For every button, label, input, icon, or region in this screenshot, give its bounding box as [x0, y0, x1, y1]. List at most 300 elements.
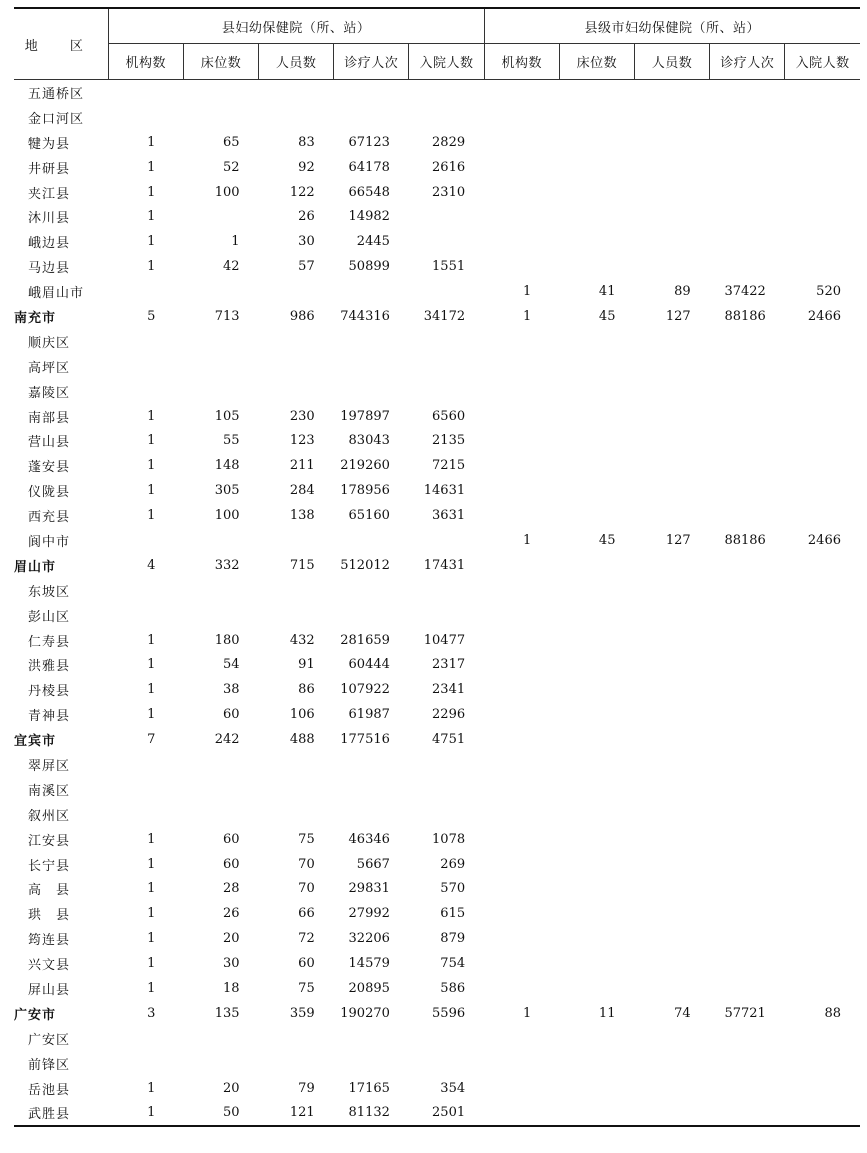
- table-row: [14, 752, 860, 777]
- region-name-cell: 高坪区: [28, 360, 71, 376]
- city-total-row: [14, 304, 860, 329]
- county-beds-cell: [183, 752, 258, 777]
- city-staff-cell: 127: [665, 532, 691, 548]
- county-admissions-cell: 1551: [432, 259, 466, 275]
- county-beds-cell: 50: [183, 1101, 258, 1127]
- county-admissions-cell: [409, 229, 484, 254]
- county-visits-cell: 64178: [348, 159, 390, 175]
- county-staff-cell: 79: [298, 1080, 315, 1096]
- county-visits-cell: 512012: [340, 557, 390, 573]
- county-admissions-cell: [409, 1026, 484, 1051]
- county-admissions-cell: 3631: [432, 508, 466, 524]
- county-visits-cell: [334, 578, 409, 603]
- county-staff-cell: [259, 603, 334, 628]
- city-institutions-cell: [484, 354, 559, 379]
- county-beds-cell: 28: [223, 881, 240, 897]
- city-visits-cell: [710, 677, 785, 702]
- county-admissions-cell: [409, 105, 484, 130]
- col-header-visits: 诊疗人次: [334, 44, 409, 80]
- county-beds-cell: [183, 1051, 258, 1076]
- county-admissions-cell: 34172: [423, 308, 466, 324]
- region-name-cell: 东坡区: [28, 584, 71, 600]
- county-admissions-cell: [409, 603, 484, 628]
- county-admissions-cell: 754: [440, 956, 466, 972]
- county-admissions-cell: 2616: [432, 159, 466, 175]
- region-name-cell: 金口河区: [28, 111, 85, 127]
- table-row: [14, 329, 860, 354]
- city-visits-cell: [710, 254, 785, 279]
- city-institutions-cell: [484, 752, 559, 777]
- county-visits-cell: [334, 603, 409, 628]
- region-name-cell: 蓬安县: [28, 460, 71, 476]
- city-visits-cell: [710, 727, 785, 752]
- city-admissions-cell: [785, 827, 860, 852]
- county-institutions-cell: 1: [147, 1080, 156, 1096]
- city-beds-cell: [559, 852, 634, 877]
- table-row: [14, 478, 860, 503]
- region-name-cell: 眉山市: [14, 559, 57, 575]
- county-staff-cell: 488: [289, 732, 315, 748]
- region-name-cell: 江安县: [28, 833, 71, 849]
- city-institutions-cell: [484, 677, 559, 702]
- city-admissions-cell: [785, 1101, 860, 1127]
- region-name-cell: 前锋区: [28, 1057, 71, 1073]
- col-header-beds: 床位数: [183, 44, 258, 80]
- city-institutions-cell: [484, 1076, 559, 1101]
- city-total-row: [14, 553, 860, 578]
- table-row: [14, 877, 860, 902]
- county-staff-cell: [259, 802, 334, 827]
- table-row: [14, 503, 860, 528]
- county-visits-cell: [334, 802, 409, 827]
- region-name-cell: 仪陇县: [28, 485, 71, 501]
- county-group-header: 县妇幼保健院（所、站）: [108, 8, 484, 44]
- county-visits-cell: 60444: [348, 657, 390, 673]
- city-institutions-cell: 1: [523, 532, 532, 548]
- city-visits-cell: [710, 379, 785, 404]
- city-visits-cell: [710, 130, 785, 155]
- city-visits-cell: [710, 802, 785, 827]
- county-institutions-cell: [108, 802, 183, 827]
- county-institutions-cell: 1: [147, 234, 156, 250]
- county-admissions-cell: [409, 578, 484, 603]
- city-beds-cell: [559, 652, 634, 677]
- county-institutions-cell: [108, 752, 183, 777]
- city-admissions-cell: [785, 752, 860, 777]
- county-beds-cell: [183, 80, 258, 105]
- table-row: [14, 628, 860, 653]
- region-name-cell: 翠屏区: [28, 758, 71, 774]
- city-admissions-cell: [785, 603, 860, 628]
- county-visits-cell: 744316: [340, 308, 390, 324]
- county-visits-cell: 81132: [334, 1101, 409, 1127]
- city-visits-cell: [710, 204, 785, 229]
- county-admissions-cell: 1078: [432, 831, 466, 847]
- city-institutions-cell: [484, 777, 559, 802]
- city-institutions-cell: [484, 180, 559, 205]
- region-name-cell: 峨眉山市: [28, 286, 85, 302]
- col-header-admissions: 入院人数: [409, 44, 484, 80]
- county-staff-cell: 359: [289, 1005, 315, 1021]
- city-visits-cell: [710, 1101, 785, 1127]
- region-name-cell: 岳池县: [28, 1082, 71, 1098]
- city-beds-cell: [559, 379, 634, 404]
- table-row: [14, 1076, 860, 1101]
- county-visits-cell: 197897: [340, 408, 390, 424]
- table-row: [14, 453, 860, 478]
- county-visits-cell: [334, 105, 409, 130]
- city-beds-cell: [559, 254, 634, 279]
- city-admissions-cell: [785, 130, 860, 155]
- county-beds-cell: 105: [214, 408, 240, 424]
- county-admissions-cell: 615: [440, 906, 466, 922]
- county-institutions-cell: [108, 1051, 183, 1076]
- city-beds-cell: [559, 926, 634, 951]
- city-admissions-cell: [785, 727, 860, 752]
- city-visits-cell: [710, 752, 785, 777]
- county-admissions-cell: [409, 752, 484, 777]
- city-beds-cell: [559, 553, 634, 578]
- county-institutions-cell: 1: [147, 259, 156, 275]
- city-institutions-cell: [484, 976, 559, 1001]
- county-visits-cell: [334, 329, 409, 354]
- county-beds-cell: 26: [223, 906, 240, 922]
- city-staff-cell: [634, 254, 709, 279]
- county-beds-cell: [183, 354, 258, 379]
- city-admissions-cell: [785, 578, 860, 603]
- county-staff-cell: [259, 777, 334, 802]
- county-beds-cell: 135: [214, 1005, 240, 1021]
- city-beds-cell: [559, 1026, 634, 1051]
- region-name-cell: 宜宾市: [14, 734, 57, 750]
- city-visits-cell: [710, 852, 785, 877]
- city-admissions-cell: [785, 652, 860, 677]
- city-staff-cell: [634, 1076, 709, 1101]
- county-visits-cell: [334, 777, 409, 802]
- city-visits-cell: [710, 1026, 785, 1051]
- county-beds-cell: [183, 329, 258, 354]
- county-visits-cell: [334, 528, 409, 553]
- county-beds-cell: 60: [223, 831, 240, 847]
- county-beds-cell: 42: [223, 259, 240, 275]
- county-admissions-cell: [409, 354, 484, 379]
- city-beds-cell: [559, 976, 634, 1001]
- city-beds-cell: [559, 105, 634, 130]
- county-institutions-cell: 1: [108, 1101, 183, 1127]
- county-beds-cell: [183, 204, 258, 229]
- county-institutions-cell: 5: [147, 308, 156, 324]
- county-staff-cell: 26: [298, 209, 315, 225]
- city-staff-cell: [634, 976, 709, 1001]
- county-institutions-cell: 7: [147, 732, 156, 748]
- city-visits-cell: [710, 329, 785, 354]
- county-admissions-cell: 2296: [432, 707, 466, 723]
- county-visits-cell: 46346: [348, 831, 390, 847]
- city-beds-cell: [559, 80, 634, 105]
- table-row: [14, 951, 860, 976]
- county-beds-cell: [183, 603, 258, 628]
- county-staff-cell: 432: [289, 632, 315, 648]
- city-beds-cell: [559, 1101, 634, 1127]
- region-name-cell: 广安区: [28, 1032, 71, 1048]
- stats-table-container: [14, 7, 860, 1127]
- city-admissions-cell: [785, 379, 860, 404]
- table-row: [14, 428, 860, 453]
- city-institutions-cell: [484, 379, 559, 404]
- county-staff-cell: 70: [298, 856, 315, 872]
- city-admissions-cell: [785, 1076, 860, 1101]
- city-beds-cell: [559, 677, 634, 702]
- city-admissions-cell: [785, 428, 860, 453]
- county-beds-cell: 65: [223, 134, 240, 150]
- table-row: [14, 702, 860, 727]
- county-beds-cell: 100: [214, 184, 240, 200]
- county-institutions-cell: 3: [147, 1005, 156, 1021]
- city-staff-cell: [634, 1051, 709, 1076]
- county-beds-cell: 148: [214, 458, 240, 474]
- city-institutions-cell: [484, 428, 559, 453]
- county-beds-cell: [183, 777, 258, 802]
- city-admissions-cell: [785, 677, 860, 702]
- table-row: [14, 578, 860, 603]
- city-visits-cell: 88186: [724, 532, 766, 548]
- county-staff-cell: 284: [289, 483, 315, 499]
- city-visits-cell: [710, 702, 785, 727]
- county-admissions-cell: 2317: [432, 657, 466, 673]
- city-institutions-cell: 1: [523, 308, 532, 324]
- county-institutions-cell: 1: [147, 458, 156, 474]
- county-staff-cell: [259, 1026, 334, 1051]
- city-total-row: [14, 1001, 860, 1026]
- region-name-cell: 彭山区: [28, 609, 71, 625]
- city-staff-cell: [634, 453, 709, 478]
- city-staff-cell: [634, 727, 709, 752]
- county-institutions-cell: 1: [147, 508, 156, 524]
- county-institutions-cell: 1: [147, 831, 156, 847]
- county-staff-cell: [259, 279, 334, 304]
- city-visits-cell: [710, 901, 785, 926]
- city-beds-cell: [559, 1076, 634, 1101]
- city-admissions-cell: [785, 80, 860, 105]
- county-institutions-cell: 1: [147, 184, 156, 200]
- city-admissions-cell: [785, 453, 860, 478]
- city-institutions-cell: [484, 155, 559, 180]
- city-institutions-cell: [484, 852, 559, 877]
- region-name-cell: 南溪区: [28, 783, 71, 799]
- county-admissions-cell: [409, 204, 484, 229]
- region-name-cell: 犍为县: [28, 136, 71, 152]
- city-visits-cell: [710, 777, 785, 802]
- city-staff-cell: [634, 1026, 709, 1051]
- col-header-institutions: 机构数: [108, 44, 183, 80]
- county-institutions-cell: [108, 528, 183, 553]
- city-beds-cell: [559, 901, 634, 926]
- city-admissions-cell: [785, 254, 860, 279]
- city-visits-cell: [710, 229, 785, 254]
- city-visits-cell: [710, 877, 785, 902]
- city-admissions-cell: [785, 553, 860, 578]
- city-institutions-cell: [484, 229, 559, 254]
- city-visits-cell: [710, 105, 785, 130]
- county-staff-cell: [259, 105, 334, 130]
- region-name-cell: 井研县: [28, 161, 71, 177]
- city-institutions-cell: [484, 1026, 559, 1051]
- table-row: [14, 777, 860, 802]
- city-admissions-cell: [785, 976, 860, 1001]
- city-beds-cell: [559, 204, 634, 229]
- table-row: [14, 926, 860, 951]
- city-visits-cell: [710, 1051, 785, 1076]
- county-admissions-cell: 10477: [423, 632, 466, 648]
- county-staff-cell: 121: [259, 1101, 334, 1127]
- col-header-beds: 床位数: [559, 44, 634, 80]
- county-institutions-cell: 1: [147, 408, 156, 424]
- city-institutions-cell: [484, 329, 559, 354]
- table-row: [14, 677, 860, 702]
- county-visits-cell: 67123: [348, 134, 390, 150]
- region-name-cell: 沐川县: [28, 211, 71, 227]
- county-beds-cell: [183, 528, 258, 553]
- county-visits-cell: 17165: [348, 1080, 390, 1096]
- county-visits-cell: [334, 752, 409, 777]
- table-row: [14, 155, 860, 180]
- table-row: [14, 1101, 860, 1127]
- region-name-cell: 峨边县: [28, 236, 71, 252]
- city-staff-cell: [634, 155, 709, 180]
- city-institutions-cell: [484, 404, 559, 429]
- county-staff-cell: [259, 578, 334, 603]
- city-staff-cell: [634, 204, 709, 229]
- county-visits-cell: 50899: [348, 259, 390, 275]
- city-beds-cell: 41: [598, 284, 616, 300]
- city-staff-cell: [634, 628, 709, 653]
- county-beds-cell: 180: [214, 632, 240, 648]
- region-name-cell: 南部县: [28, 410, 71, 426]
- region-name-cell: 营山县: [28, 435, 71, 451]
- county-admissions-cell: 2341: [432, 682, 466, 698]
- city-staff-cell: [634, 777, 709, 802]
- maternal-child-health-table: [14, 7, 860, 1127]
- city-institutions-cell: 1: [523, 1005, 532, 1021]
- city-institutions-cell: [484, 702, 559, 727]
- county-admissions-cell: 7215: [432, 458, 466, 474]
- county-visits-cell: 219260: [340, 458, 390, 474]
- city-institutions-cell: [484, 603, 559, 628]
- city-staff-cell: [634, 478, 709, 503]
- city-admissions-cell: [785, 105, 860, 130]
- table-row: [14, 1051, 860, 1076]
- city-admissions-cell: [785, 926, 860, 951]
- city-admissions-cell: [785, 1026, 860, 1051]
- county-admissions-cell: 354: [440, 1080, 466, 1096]
- col-header-admissions: 入院人数: [785, 44, 860, 80]
- city-staff-cell: [634, 702, 709, 727]
- county-admissions-cell: [409, 1051, 484, 1076]
- county-institutions-cell: [108, 105, 183, 130]
- city-beds-cell: [559, 827, 634, 852]
- table-row: [14, 354, 860, 379]
- county-visits-cell: 83043: [348, 433, 390, 449]
- county-visits-cell: 14982: [348, 209, 390, 225]
- city-visits-cell: [710, 652, 785, 677]
- county-admissions-cell: 2135: [432, 433, 466, 449]
- city-staff-cell: 127: [665, 308, 691, 324]
- county-staff-cell: [259, 752, 334, 777]
- county-staff-cell: 986: [289, 308, 315, 324]
- county-visits-cell: [334, 279, 409, 304]
- county-staff-cell: 66: [298, 906, 315, 922]
- city-group-header: 县级市妇幼保健院（所、站）: [484, 8, 860, 44]
- county-staff-cell: [259, 379, 334, 404]
- city-visits-cell: [710, 603, 785, 628]
- county-beds-cell: 60: [223, 856, 240, 872]
- city-beds-cell: [559, 752, 634, 777]
- city-admissions-cell: [785, 628, 860, 653]
- county-admissions-cell: [409, 777, 484, 802]
- col-header-visits: 诊疗人次: [710, 44, 785, 80]
- county-visits-cell: 2445: [356, 234, 390, 250]
- city-staff-cell: [634, 404, 709, 429]
- city-visits-cell: 88186: [724, 308, 766, 324]
- city-beds-cell: [559, 428, 634, 453]
- county-staff-cell: 122: [289, 184, 315, 200]
- city-visits-cell: [710, 553, 785, 578]
- city-staff-cell: [634, 130, 709, 155]
- county-visits-cell: [334, 354, 409, 379]
- county-institutions-cell: 1: [147, 981, 156, 996]
- city-institutions-cell: [484, 204, 559, 229]
- city-beds-cell: 45: [598, 532, 616, 548]
- region-name-cell: 高 县: [28, 883, 71, 899]
- city-beds-cell: [559, 727, 634, 752]
- city-staff-cell: [634, 852, 709, 877]
- city-admissions-cell: [785, 852, 860, 877]
- city-staff-cell: [634, 180, 709, 205]
- city-staff-cell: [634, 229, 709, 254]
- city-visits-cell: [710, 80, 785, 105]
- city-staff-cell: [634, 827, 709, 852]
- region-name-cell: 西充县: [28, 510, 71, 526]
- county-staff-cell: 230: [289, 408, 315, 424]
- county-institutions-cell: [108, 329, 183, 354]
- col-header-staff: 人员数: [634, 44, 709, 80]
- county-visits-cell: [334, 80, 409, 105]
- county-beds-cell: [183, 105, 258, 130]
- county-beds-cell: [183, 802, 258, 827]
- region-name-cell: 洪雅县: [28, 659, 71, 675]
- county-staff-cell: 211: [289, 458, 315, 474]
- county-beds-cell: [183, 379, 258, 404]
- table-row: [14, 976, 860, 1001]
- table-row: [14, 827, 860, 852]
- county-admissions-cell: [409, 802, 484, 827]
- county-institutions-cell: 1: [147, 159, 156, 175]
- city-institutions-cell: [484, 503, 559, 528]
- region-name-cell: 阆中市: [28, 534, 71, 550]
- city-beds-cell: [559, 578, 634, 603]
- city-institutions-cell: [484, 254, 559, 279]
- city-beds-cell: [559, 503, 634, 528]
- city-beds-cell: [559, 130, 634, 155]
- city-beds-cell: [559, 354, 634, 379]
- city-visits-cell: [710, 453, 785, 478]
- county-beds-cell: 52: [223, 159, 240, 175]
- county-beds-cell: 242: [214, 732, 240, 748]
- county-institutions-cell: 1: [147, 956, 156, 972]
- county-staff-cell: 123: [289, 433, 315, 449]
- region-name-cell: 青神县: [28, 709, 71, 725]
- city-institutions-cell: [484, 926, 559, 951]
